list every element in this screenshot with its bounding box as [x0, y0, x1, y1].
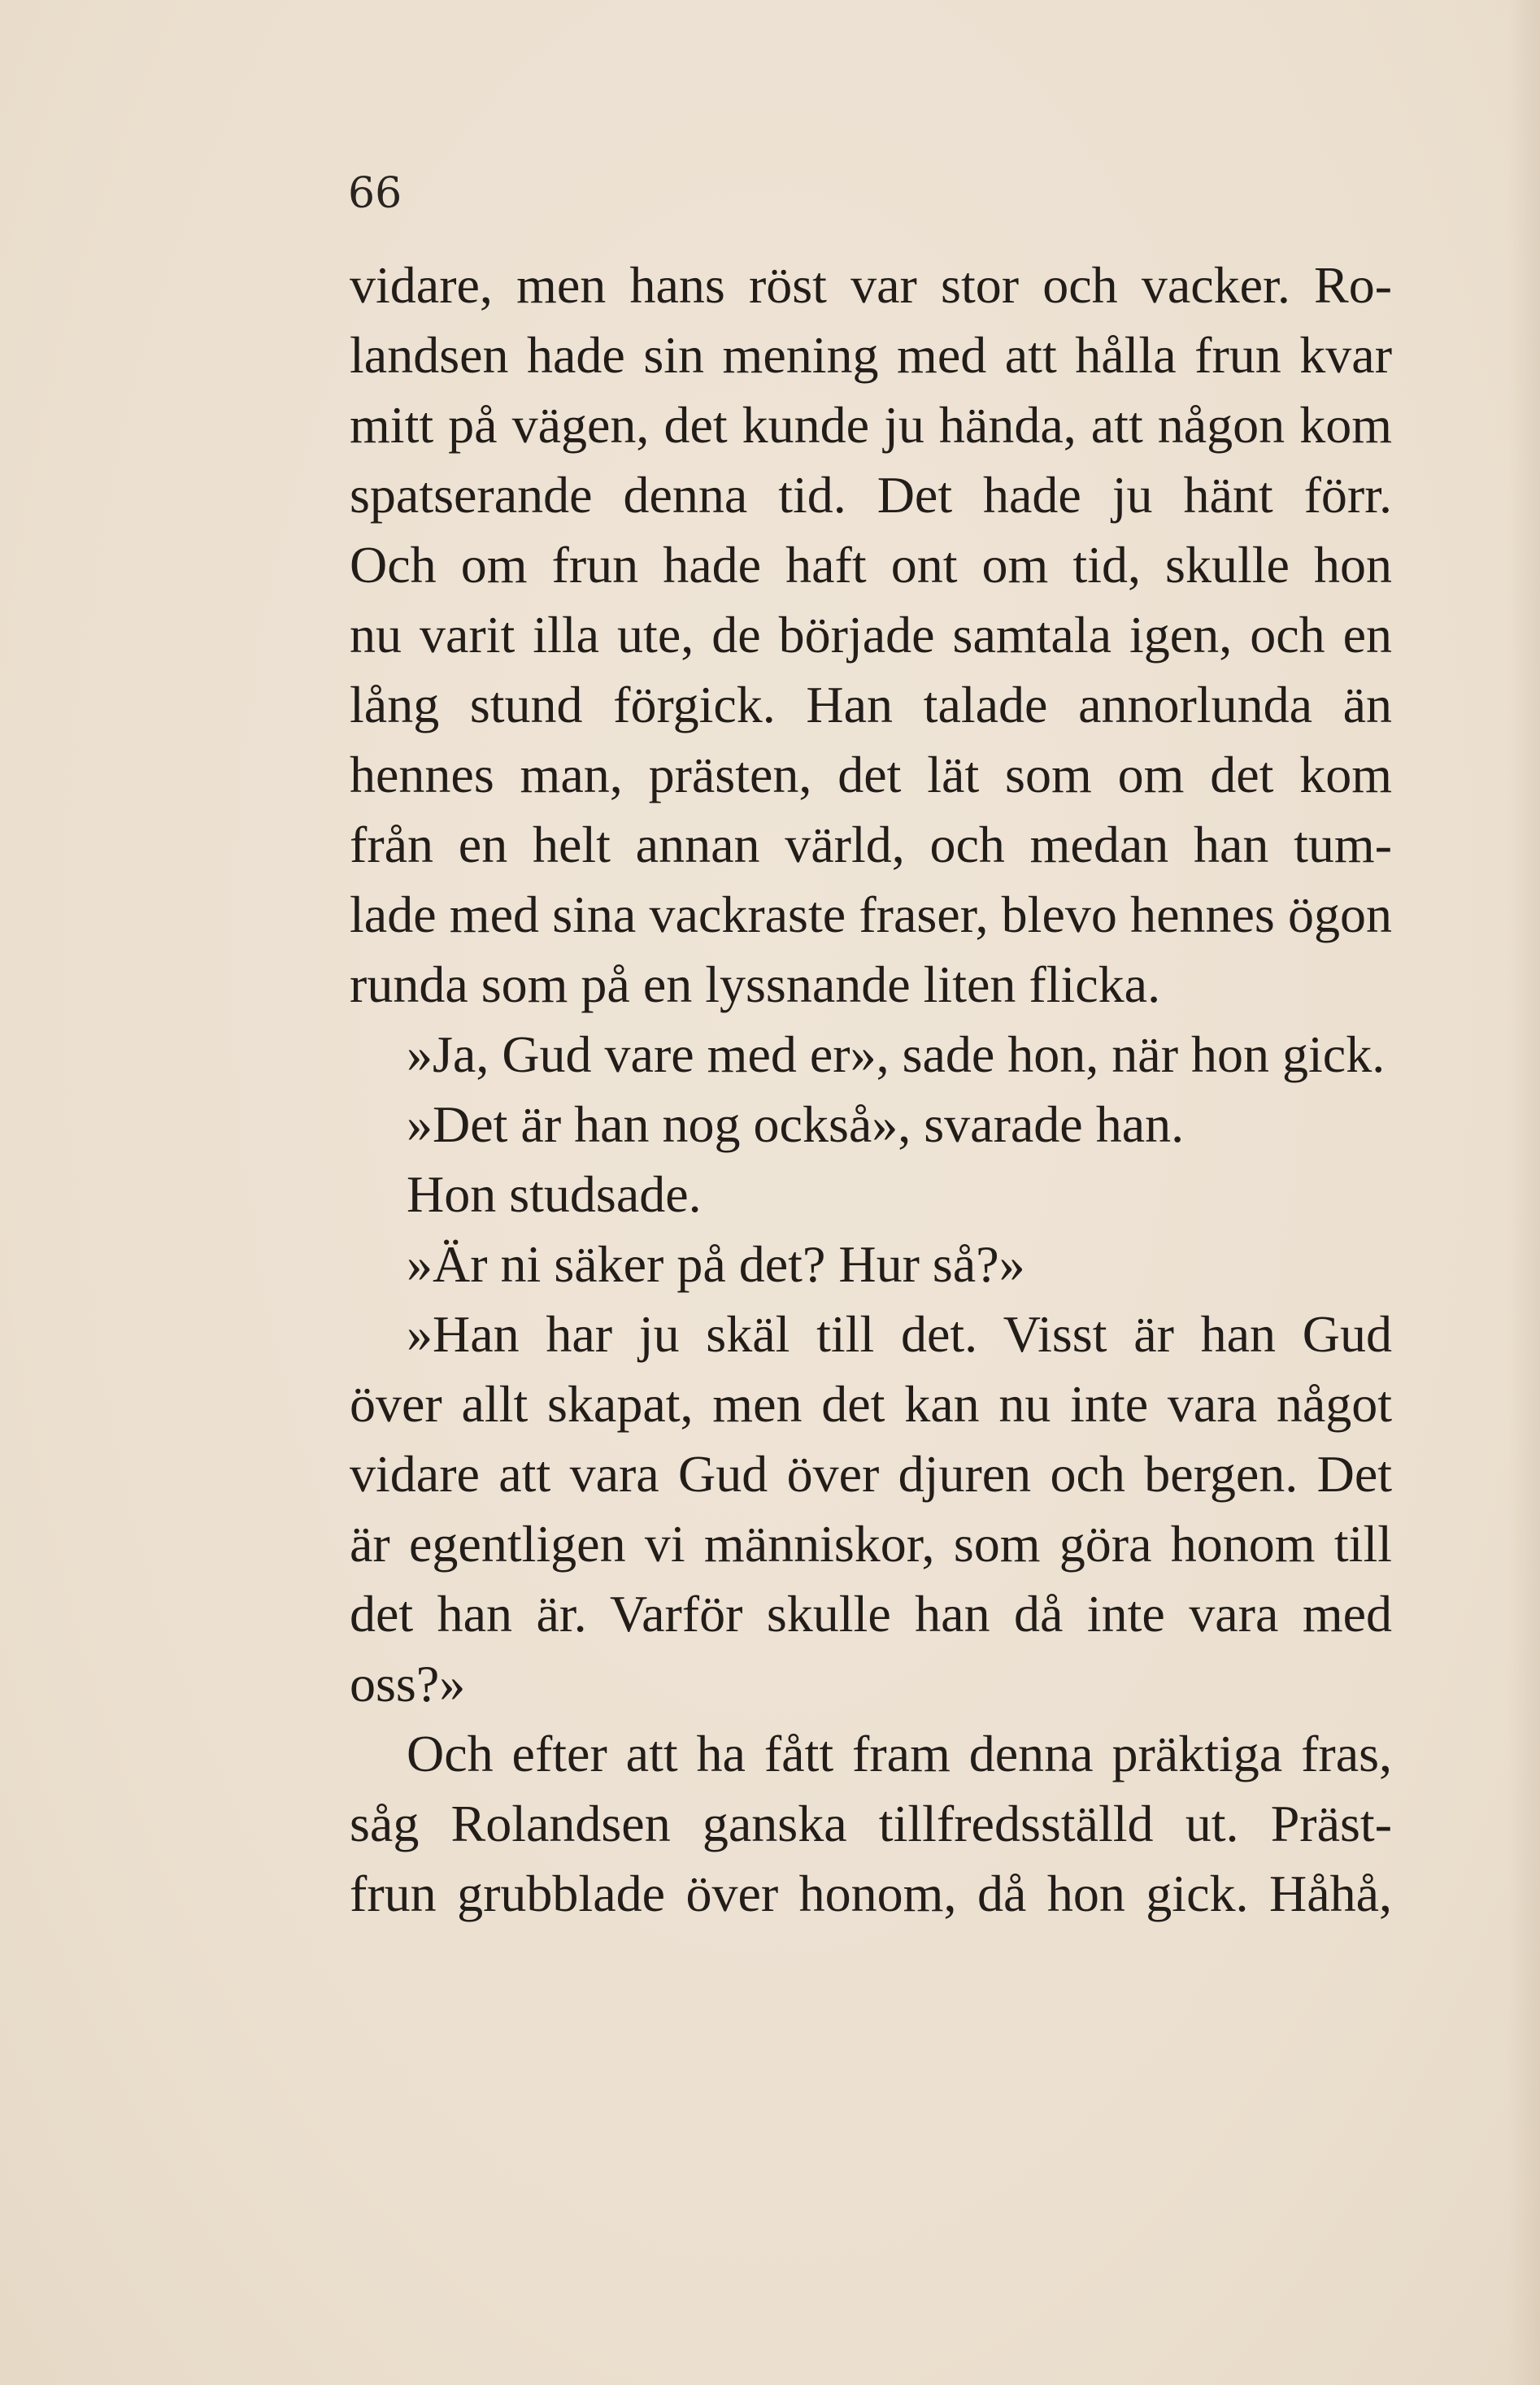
text-line: mitt på vägen, det kunde ju hända, att någon kom	[350, 396, 1392, 454]
text-line: över allt skapat, men det kan nu inte vara något	[350, 1375, 1392, 1433]
page-number: 66	[348, 169, 402, 218]
text-line: är egentligen vi människor, som göra honom till	[350, 1515, 1392, 1573]
text-line: det han är. Varför skulle han då inte vara med	[350, 1585, 1392, 1643]
text-line: spatserande denna tid. Det hade ju hänt förr.	[350, 466, 1392, 524]
text-line: Och om frun hade haft ont om tid, skulle hon	[350, 536, 1392, 594]
text-line: vidare att vara Gud över djuren och bergen. Det	[350, 1445, 1392, 1503]
text-line: Hon studsade.	[407, 1165, 702, 1223]
body-text	[350, 250, 1392, 1929]
text-line: såg Rolandsen ganska tillfredsställd ut. Präst-	[350, 1795, 1392, 1852]
text-line: runda som på en lyssnande liten flicka.	[350, 955, 1161, 1013]
text-line: Och efter att ha fått fram denna präktiga fras,	[407, 1725, 1392, 1782]
text-line: »Ja, Gud vare med er», sade hon, när hon gick.	[407, 1025, 1386, 1083]
text-line: frun grubblade över honom, då hon gick. Håhå,	[350, 1865, 1392, 1922]
text-line: hennes man, prästen, det lät som om det kom	[350, 746, 1392, 803]
page-edge-shadow	[1507, 0, 1540, 2385]
text-line: »Han har ju skäl till det. Visst är han Gud	[407, 1305, 1392, 1363]
text-line: oss?»	[350, 1655, 466, 1713]
text-line: från en helt annan värld, och medan han tum-	[350, 816, 1392, 873]
text-line: lade med sina vackraste fraser, blevo hennes ögon	[350, 886, 1392, 943]
text-line: »Är ni säker på det? Hur så?»	[407, 1235, 1025, 1293]
text-line: »Det är han nog också», svarade han.	[407, 1095, 1185, 1153]
text-line: landsen hade sin mening med att hålla frun kvar	[350, 326, 1392, 384]
text-line: vidare, men hans röst var stor och vacker. Ro-	[350, 256, 1392, 314]
text-line: nu varit illa ute, de började samtala igen, och en	[350, 606, 1392, 664]
text-line: lång stund förgick. Han talade annorlunda än	[350, 676, 1392, 733]
